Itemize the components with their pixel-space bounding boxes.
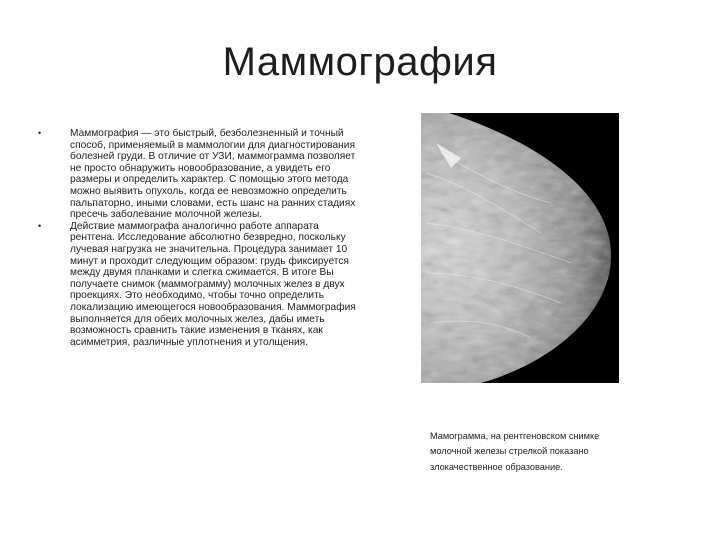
bullet-marker: •: [38, 128, 42, 138]
bullet-marker: •: [38, 220, 42, 231]
bullet-item: [38, 128, 363, 221]
slide-title: Маммография: [222, 40, 498, 84]
bullet-list: [38, 128, 363, 348]
image-caption: Мамограмма, на рентгеновском снимке молочной железы стрелкой показано злокачественное образование.: [430, 431, 600, 472]
bullet-text: Действие маммографа аналогично работе аппарата рентгена. Исследование абсолютно безвредно, поскольку лучевая нагрузка не значительна. Процедура занимает 10 минут и проходит следующим образом: грудь фиксируется между двумя планками и слегка сжимается. В итоге Вы получаете снимок (маммограмму) молочных желез в двух проекциях. Это необходимо, чтобы точно определить локализацию имеющегося новообразования. Маммография выполняется для обеих молочных желез, дабы иметь возможность сравнить такие изменения в тканях, как асимметрия, различные уплотнения и утолщения.: [70, 220, 356, 348]
bullet-text: Маммография — это быстрый, безболезненный и точный способ, применяемый в маммологии для диагностирования болезней груди. В отличие от УЗИ, маммограмма позволяет не просто обнаружить новообразование, а увидеть его размеры и определить характер. С помощью этого метода можно выявить опухоль, когда ее невозможно определить пальпаторно, иными словами, есть шанс на ранних стадиях пресечь заболевание молочной железы.: [70, 128, 356, 221]
mammogram-image: [421, 113, 619, 383]
bullet-item: [38, 221, 363, 349]
mammogram-xray-graphic: [421, 113, 619, 383]
